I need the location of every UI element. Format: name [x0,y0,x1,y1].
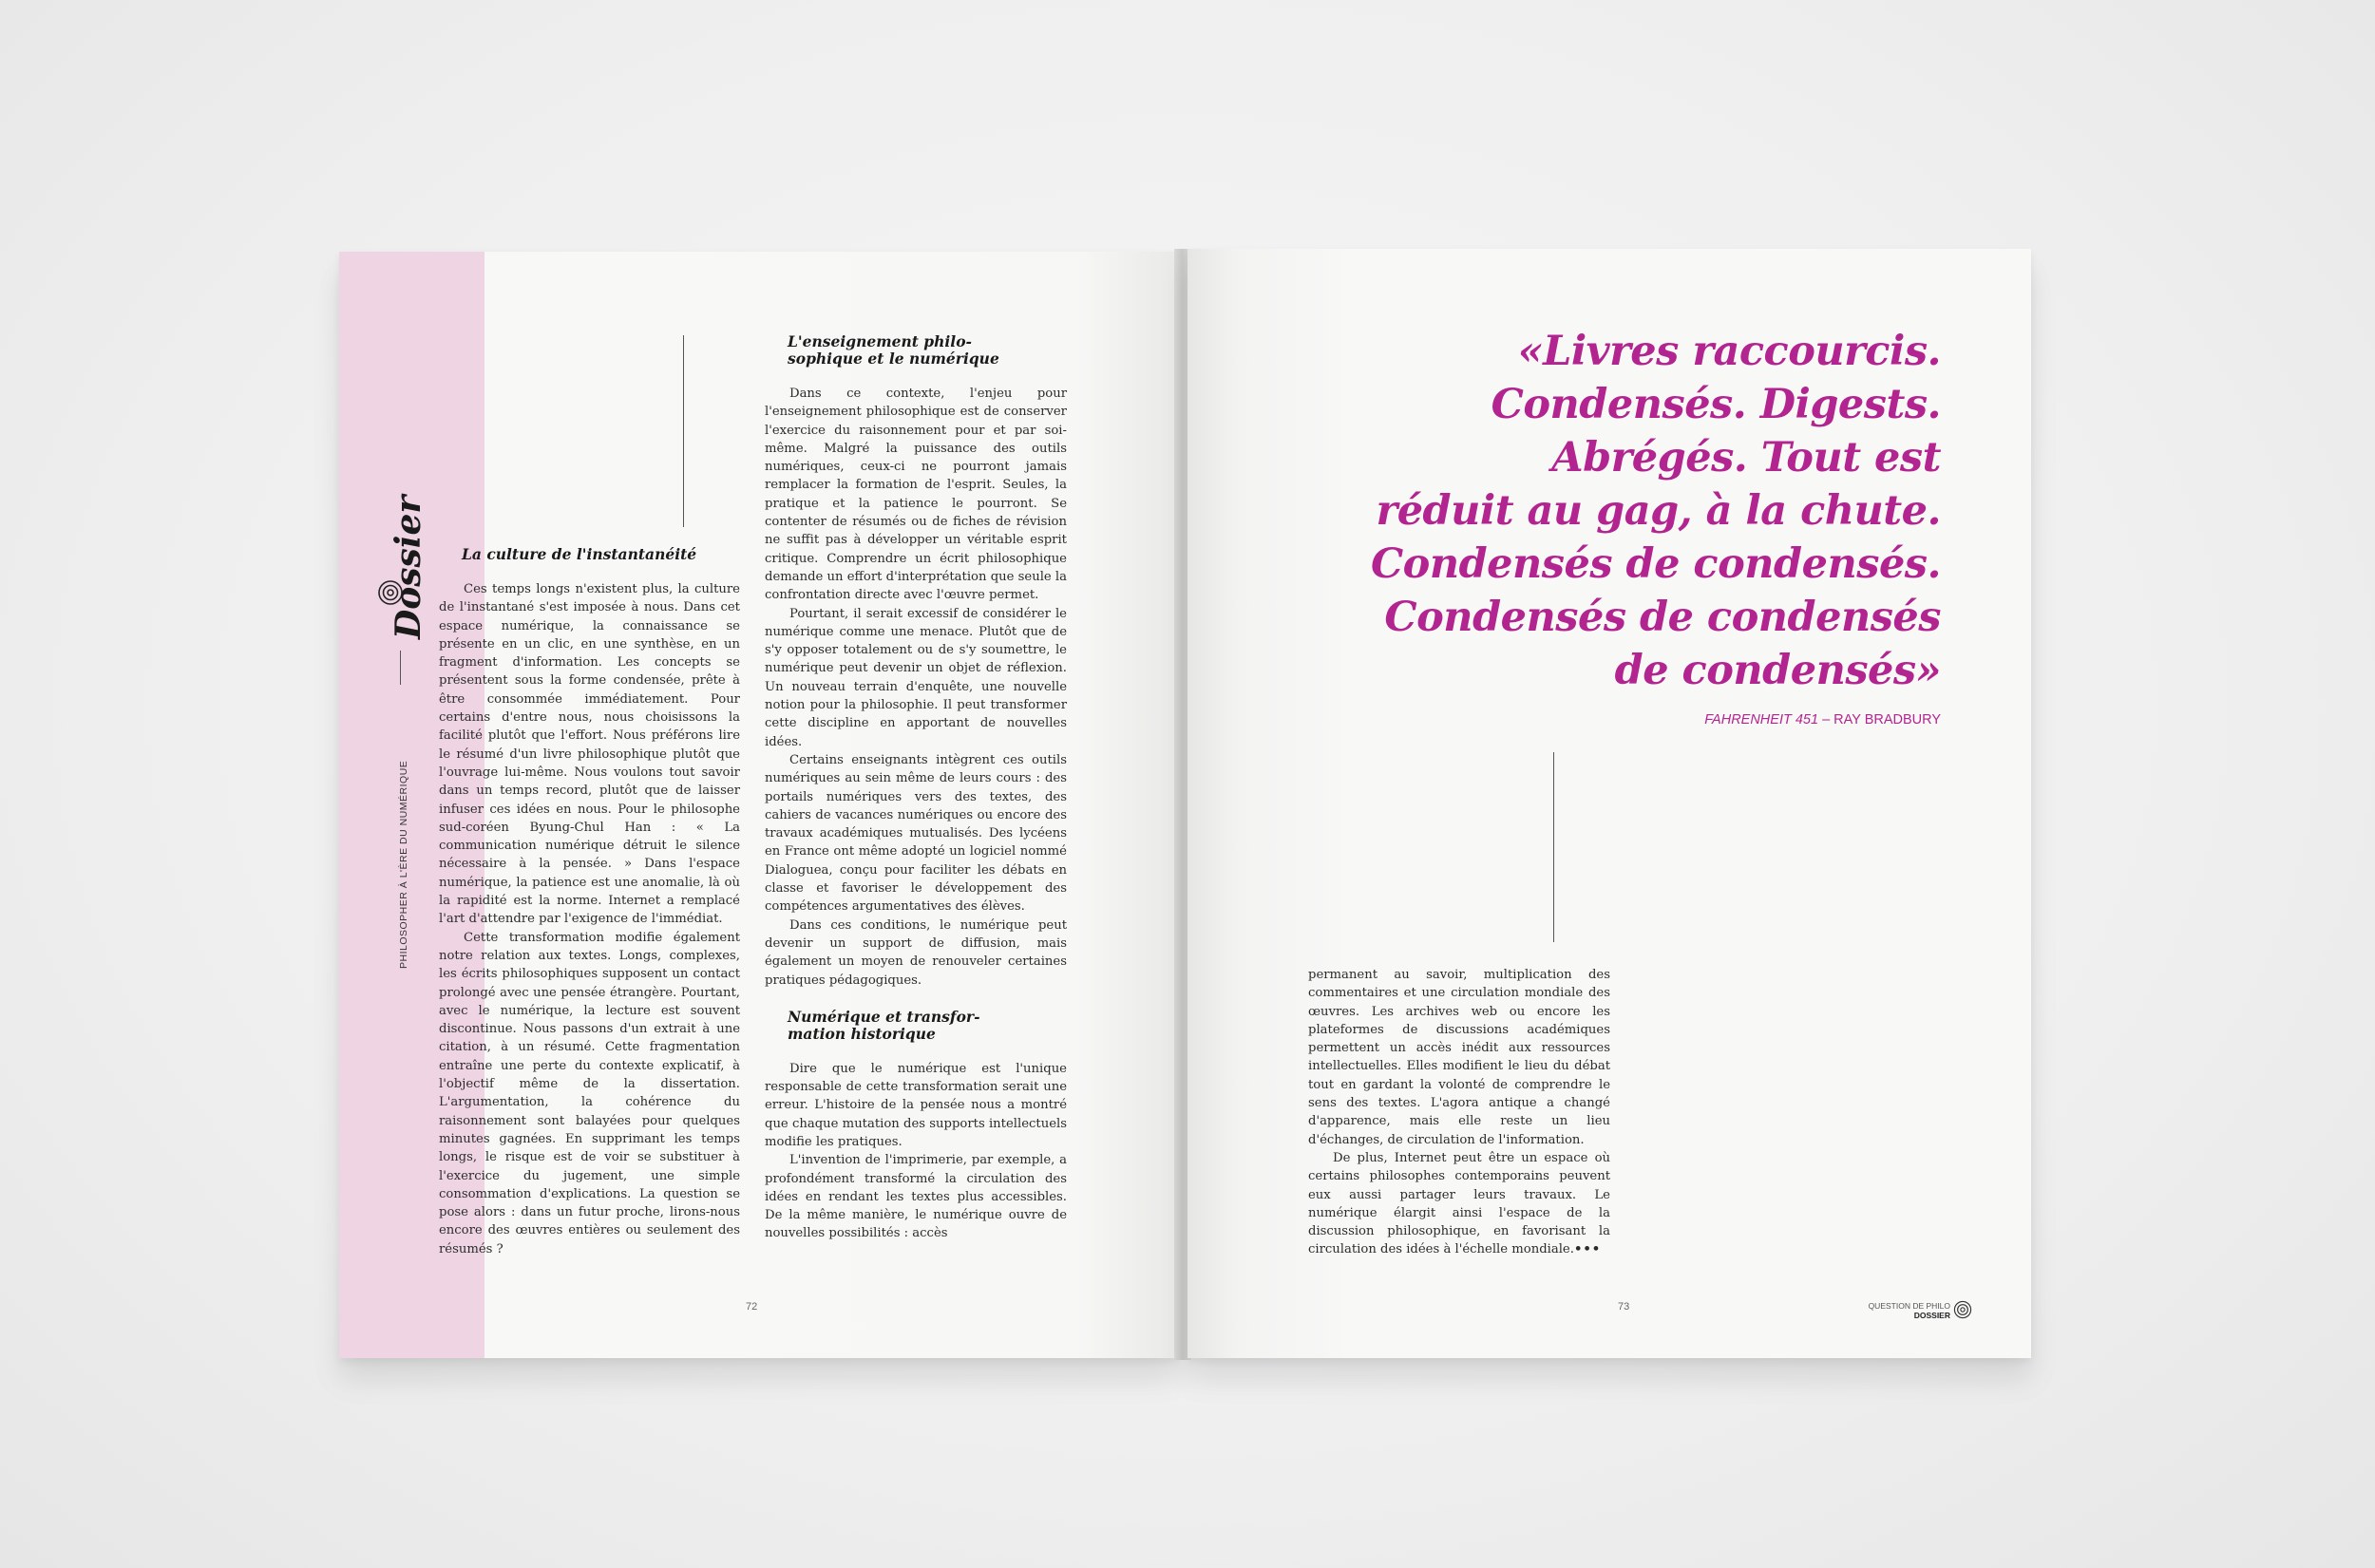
end-mark: ••• [1573,1242,1602,1257]
divider [400,651,401,685]
right-page [1188,249,2031,1358]
cite-author: – RAY BRADBURY [1818,712,1941,727]
paragraph: permanent au savoir, multiplication des commentaires et une circulation mondiale des œuvres. Les archives web ou encore les plateformes de discussions académiques permettent un accès inédit aux ressources intellectuelles. Elles modifient le lieu du débat tout en gardant la volonté de comprendre le sens des textes. L'agora antique a changé d'apparence, mais elle reste un lieu d'échanges, de circulation de l'information. [1308,968,1610,1147]
footer-section: DOSSIER [1913,1311,1950,1320]
page-number: 73 [1618,1301,1630,1313]
quote-line: Condensés de condensés. [1370,540,1941,588]
quote-line: de condensés» [1614,647,1941,694]
column-rule [1553,752,1554,942]
paragraph: De plus, Internet peut être un espace où certains philosophes contemporains peuvent eux aussi partager leurs travaux. Le numérique élargit ainsi l'espace de la discussion philosophique, en favorisant la circulation des idées à l'échelle mondiale.••• [1308,1150,1610,1257]
page-number: 72 [746,1301,758,1313]
cite-title: FAHRENHEIT 451 [1704,712,1819,727]
quote-line: Abrégés. Tout est [1551,434,1941,482]
quote-line: Condensés de condensés [1384,594,1941,641]
section-heading: Numérique et transfor- mation historique [788,1007,980,1043]
quote-line: Condensés. Digests. [1491,381,1941,428]
quote-line: réduit au gag, à la chute. [1376,487,1941,535]
article-column-2 [765,333,1067,1243]
paragraph: Dans ce contexte, l'enjeu pour l'enseignement philosophique est de conserver l'exercice du raisonnement pour et par soi-même. Malgré la puissance des outils numériques, ceux-ci ne pourront jamais remplacer la formation de l'esprit. Seules, la pratique et la patience le pourront. Se contenter de résumés ou de fiches de révision ne suffit pas à développer un véritable esprit critique. Comprendre un écrit philosophique demande un effort d'interprétation que seule la confrontation directe avec l'œuvre permet. [765,387,1067,603]
column-rule [683,335,684,527]
paragraph: L'invention de l'imprimerie, par exemple, a profondément transformé la circulation des idées en rendant les textes plus accessibles. De la même manière, le numérique ouvre de nouvelles possibilités : accès [765,1153,1067,1241]
footer-brand [1869,1301,1950,1320]
pull-quote [1276,325,1941,697]
quote-line: «Livres raccourcis. [1517,328,1941,375]
paragraph: Dans ces conditions, le numérique peut devenir un support de diffusion, mais également un moyen de renouveler certaines pratiques pédagogiques. [765,917,1067,988]
section-heading: L'enseignement philo- sophique et le numérique [788,332,999,368]
section-label: Dossier [389,495,428,639]
quote-citation [1704,712,1941,727]
section-heading: La culture de l'instantanéité [462,545,697,563]
rubric-label: PHILOSOPHER À L'ÈRE DU NUMÉRIQUE [398,760,409,969]
paragraph: Pourtant, il serait excessif de considérer le numérique comme une menace. Plutôt que de s'y opposer totalement ou de s'y soumettre, le numérique peut devenir un objet de réflexion. Un nouveau terrain d'enquête, une nouvelle notion pour la philosophie. Il peut transformer cette discipline en apportant de nouvelles idées. [765,606,1067,749]
article-column-3 [1308,966,1610,1259]
target-icon [1953,1300,1972,1319]
paragraph: Dire que le numérique est l'unique responsable de cette transformation serait une erreur. L'histoire de la pensée nous a montré que chaque mutation des supports intellectuels modifie les pratiques. [765,1061,1067,1149]
paragraph: Cette transformation modifie également notre relation aux textes. Longs, complexes, les écrits philosophiques supposent un contact prolongé avec une pensée étrangère. Pourtant, avec le numérique, la lecture est souvent discontinue. Nous passons d'un extrait à une citation, à un résumé. Cette fragmentation entraîne une perte du contexte explicatif, à l'objectif même de la dissertation. L'argumentation, la cohérence du raisonnement sont balayées pour quelques minutes gagnées. En supprimant les temps longs, le risque est de voir se substituer à l'exercice du jugement, une simple consommation d'explications. La question se pose alors : dans un futur proche, lirons-nous encore des œuvres entières ou seulement des résumés ? [439,930,740,1256]
article-column-1 [439,546,740,1258]
paragraph: Certains enseignants intègrent ces outils numériques au sein même de leurs cours : des portails numériques vers des textes, des cahiers de vacances numériques ou encore des travaux académiques mutualisés. Des lycéens en France ont même adopté un logiciel nommé Dialoguea, conçu pour faciliter les débats en classe et favoriser le développement des compétences argumentatives des élèves. [765,752,1067,915]
footer-magazine: QUESTION DE PHILO [1868,1301,1950,1311]
left-page [339,252,1178,1358]
paragraph: Ces temps longs n'existent plus, la culture de l'instantané s'est imposée à nous. Dans cet espace numérique, la connaissance se présente en un clic, en une synthèse, en un fragment d'information. Les concepts se présentent sous la forme condensée, prête à être consommée immédiatement. Pour certains d'entre nous, nous choisissons la facilité plutôt que l'effort. Nous préférons lire le résumé d'un livre philosophique plutôt que l'ouvrage lui-même. Nous voulons tout savoir dans un temps record, plutôt que de laisser infuser ces idées en nous. Pour le philosophe sud-coréen Byung-Chul Han : « La communication numérique détruit le silence nécessaire à la pensée. » Dans l'espace numérique, la patience est une anomalie, là où la rapidité est la norme. Internet a remplacé l'art d'attendre par l'exigence de l'immédiat. [439,582,740,927]
